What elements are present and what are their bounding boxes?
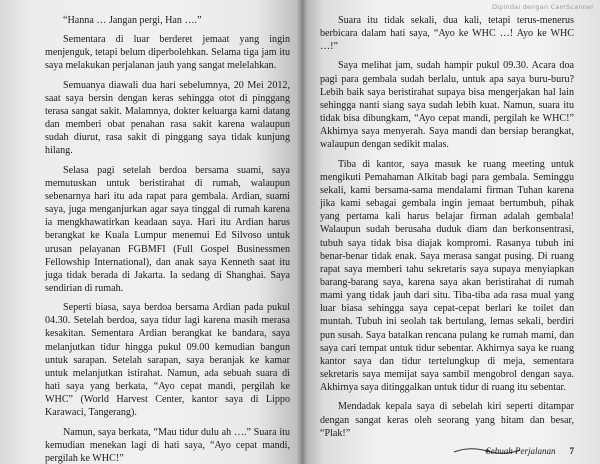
right-paragraph-2: Saya melihat jam, sudah hampir pukul 09.30. Acara doa pagi para gembala sudah berlalu, untuk apa saya buru-buru? Lebih baik saya beristirahat supaya bisa mengerjakan hal lain sehingga nanti siang saya sudah lebih kuat. Namun, suara itu tidak bisa dibungkam, “Ayo cepat mandi, pergilah ke WHC!” Akhirnya saya menyerah. Saya mandi dan bersiap berangkat, walaupun dengan sedikit malas. xyxy=(320,60,574,151)
left-paragraph-6: Namun, saya berkata, “Mau tidur dulu ah ….” Suara itu kemudian menekan lagi di hati saya, “Ayo cepat mandi, pergilah ke WHC!” xyxy=(45,426,290,464)
scanner-watermark: Dipindai dengan CamScanner xyxy=(491,3,594,11)
page-footer xyxy=(320,444,574,458)
left-paragraph-3: Semuanya diawali dua hari sebelumnya, 20 Mei 2012, saat saya bersin dengan keras sehingga otot di pinggang terasa sangat sakit. Malamnya, dokter keluarga kami datang dan memberi obat penahan rasa sakit karena walaupun sudah diurut, rasa sakit di pinggang saya tidak kunjung hilang. xyxy=(45,79,290,157)
book-gutter xyxy=(297,0,307,464)
left-paragraph-5: Seperti biasa, saya berdoa bersama Ardian pada pukul 04.30. Setelah berdoa, saya tidur lagi karena masih merasa kesakitan. Sementara Ardian berangkat ke bandara, saya melanjutkan tidur hingga pukul 09.00 kemudian bangun untuk sarapan. Setelah sarapan, saya beranjak ke kamar untuk melanjutkan istirahat. Namun, ada sebuah suara di hati saya yang berkata, “Ayo cepat mandi, pergilah ke WHC” (World Harvest Center, kantor saya di Lippo Karawaci, Tangerang). xyxy=(45,302,290,419)
left-paragraph-4: Selasa pagi setelah berdoa bersama suami, saya memutuskan untuk beristirahat di rumah, walaupun sebenarnya hari itu ada rapat para gembala. Ardian, suami saya, juga menganjurkan agar saya tinggal di rumah karena ia mengkhawatirkan keadaan saya. Hari itu Ardian harus berangkat ke Kuala Lumpur menemui Ed Silvoso untuk urusan pelayanan FGBMFI (Full Gospel Businessmen Fellowship International), dan anak saya Kenneth saat itu juga tidak berada di Jakarta. Ia sedang di Shanghai. Saya sendirian di rumah. xyxy=(45,164,290,294)
left-paragraph-2: Sementara di luar berderet jemaat yang ingin menjenguk, tetapi belum diperbolehkan. Selama tiga jam itu saya melakukan perjalanan jauh yang sangat melelahkan. xyxy=(45,34,290,72)
left-paragraph-1: “Hanna … Jangan pergi, Han ….” xyxy=(63,15,202,26)
right-paragraph-3: Tiba di kantor, saya masuk ke ruang meeting untuk mengikuti Pemahaman Alkitab bagi para gembala. Seminggu sekali, kami bersama-sama mendalami firman Tuhan karena jika kami sebagai gembala ingin jemaat bertumbuh, pihak yang pertama kali harus belajar firman adalah gembala! Walaupun sudah berusaha duduk diam dan berkonsentrasi, tubuh saya tidak bisa diajak kompromi. Rasanya tubuh ini benar-benar tidak enak. Saya merasa sangat pusing. Di ruang rapat saya memberi tahu sekretaris saya supaya menyiapkan barang-barang saya, karena saya akan beristirahat di rumah mami yang tidak jauh dari situ. Tiba-tiba ada rasa mual yang luar biasa sehingga saya cepat-cepat berlari ke toilet dan muntah. Tubuh ini seolah tak bertulang, lemas sekali, berdiri pun susah. Saya batalkan rencana pulang ke rumah mami, dan saya cari tempat untuk tidur sebentar. Akhirnya saya ke ruang kantor saya dan tidur tertelungkup di meja, sementara sekretaris saya memijat saya sambil mengobrol dengan saya. Akhirnya saya ditinggalkan untuk tidur di ruang itu sebentar. xyxy=(320,158,574,394)
running-title: Sebuah Perjalanan xyxy=(486,445,556,456)
right-paragraph-4: Mendadak kepala saya di sebelah kiri seperti ditampar dengan sangat keras oleh seorang yang hitam dan besar, “Plak!” xyxy=(320,401,574,439)
right-page xyxy=(302,0,600,464)
right-paragraph-1: Suara itu tidak sekali, dua kali, tetapi terus-menerus berbicara dalam hati saya, “Ayo ke WHC …! Ayo ke WHC …!” xyxy=(320,15,574,53)
page-number: 7 xyxy=(569,445,574,456)
